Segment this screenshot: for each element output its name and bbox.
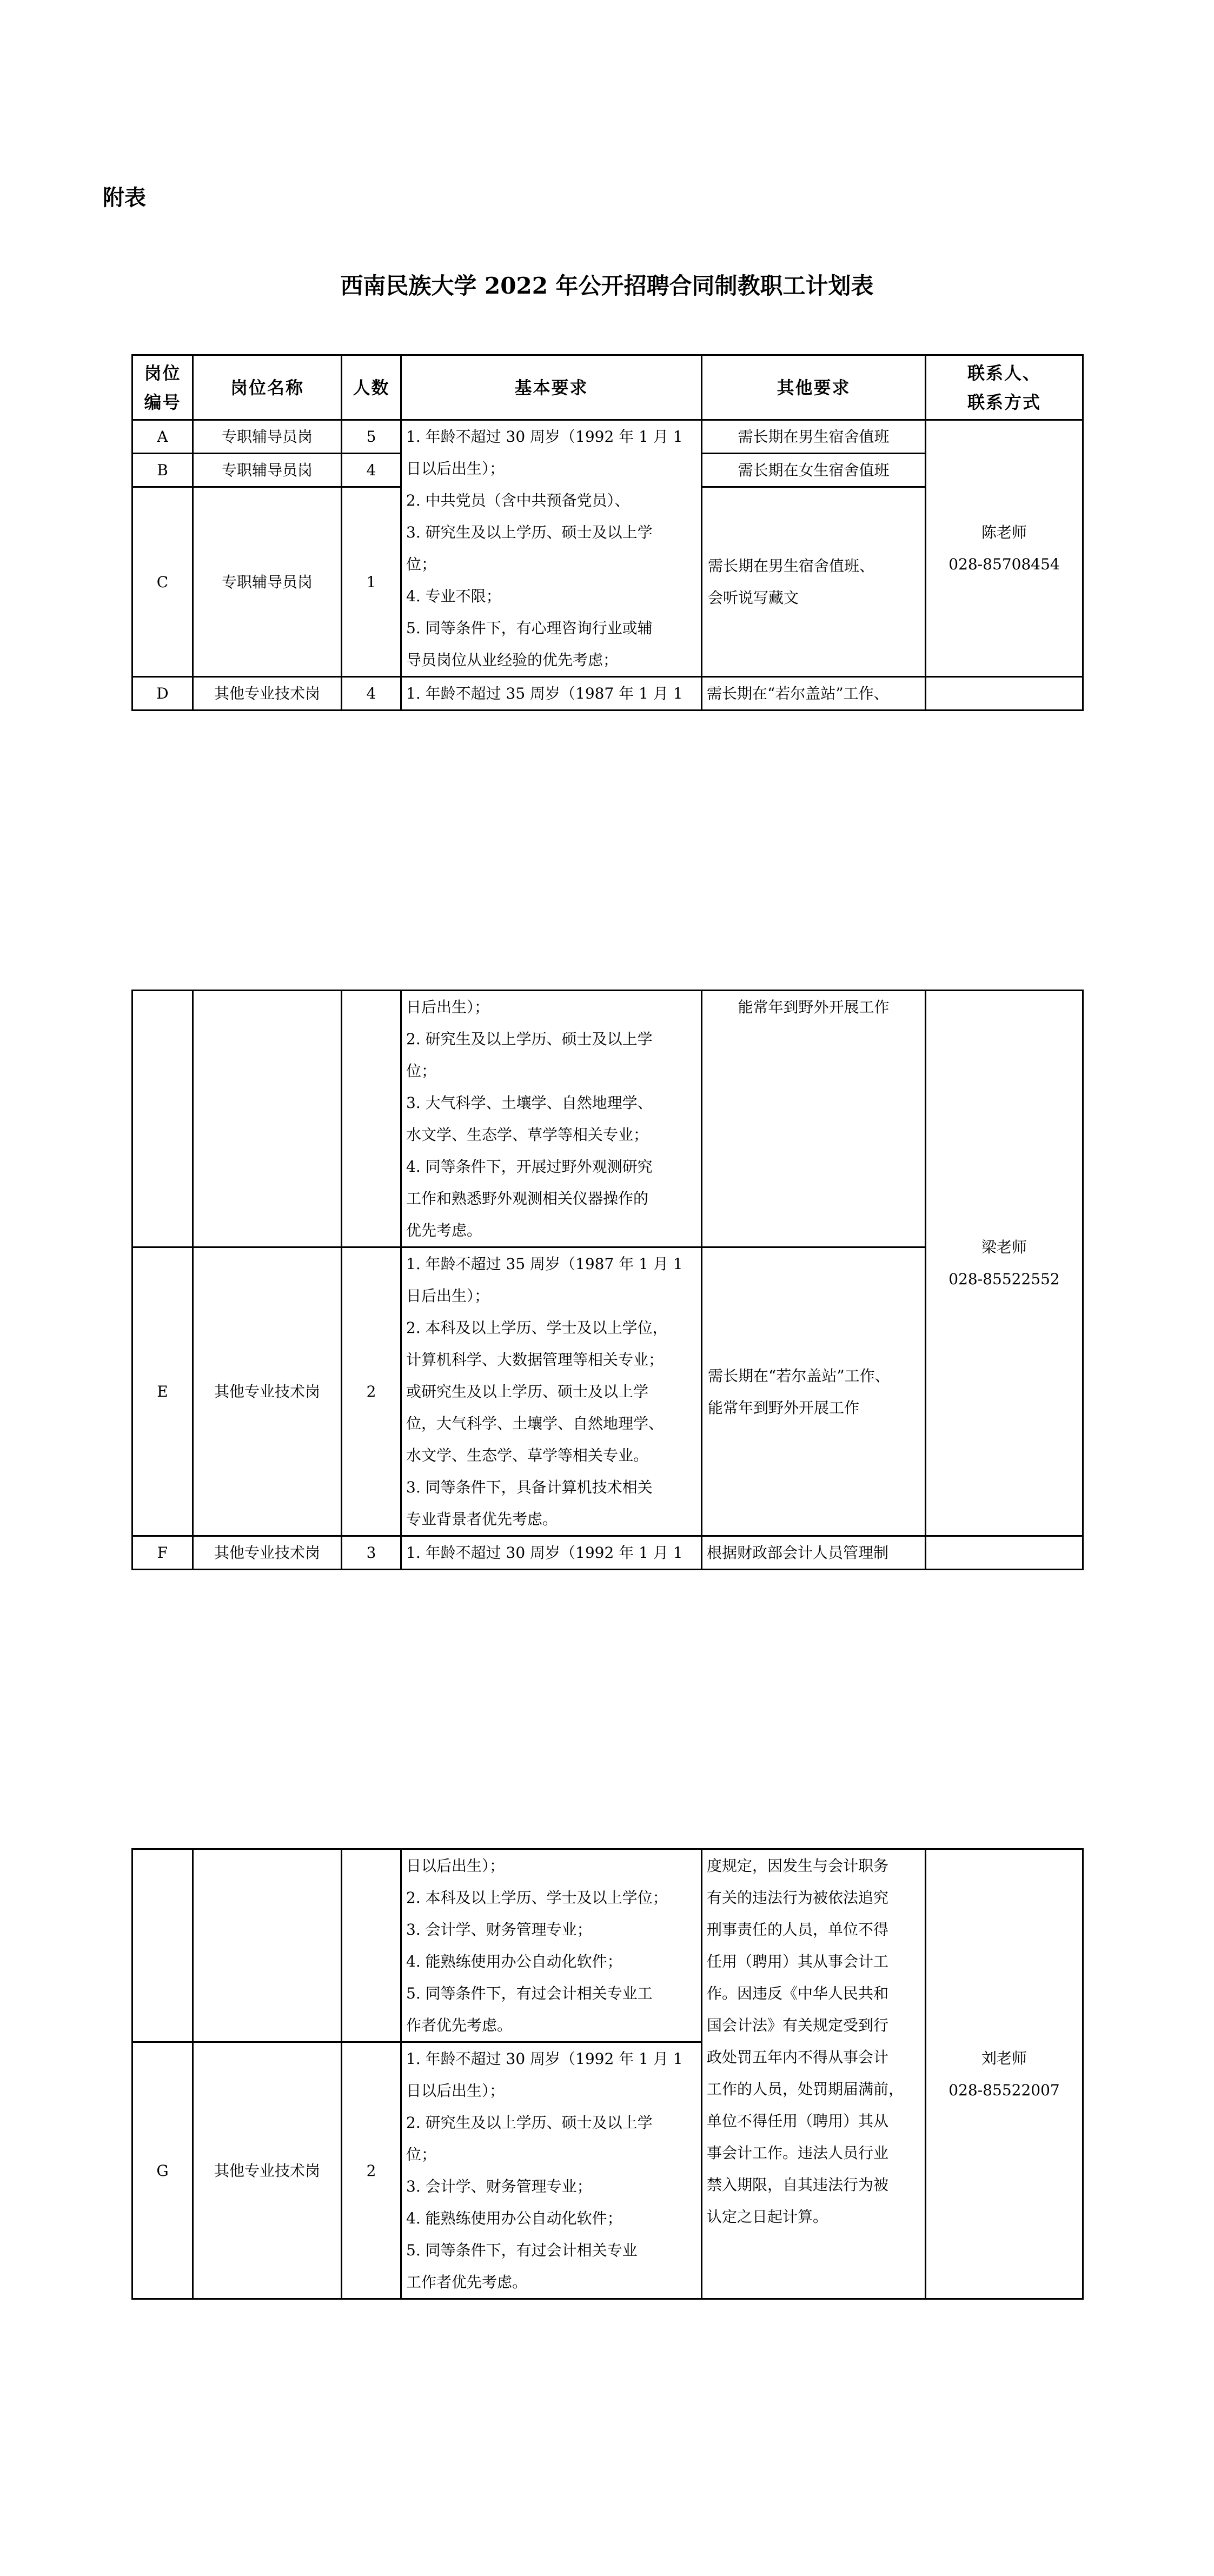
recruitment-table-page-1 — [131, 354, 1084, 711]
cell-other: 需长期在男生宿舍值班 — [702, 420, 926, 454]
cell-basic: 1. 年龄不超过 30 周岁（1992 年 1 月 1 日以后出生）； 2. 中共党员（含中共预备党员）、 3. 研究生及以上学历、硕士及以上学 位； 4. 专业不限； 5. 同等条件下，有心理咨询行业或辅 导员岗位从业经验的优先考虑； — [401, 420, 702, 677]
table-row — [132, 420, 1083, 454]
header-code: 岗位 编号 — [132, 355, 193, 420]
cell-other: 需长期在“若尔盖站”工作、 能常年到野外开展工作 — [702, 1247, 926, 1536]
cell-name — [193, 991, 342, 1247]
header-name: 岗位名称 — [193, 355, 342, 420]
cell-basic: 日后出生）； 2. 研究生及以上学历、硕士及以上学 位； 3. 大气科学、土壤学、自然地理学、 水文学、生态学、草学等相关专业； 4. 同等条件下，开展过野外观测研究 工作和熟悉野外观测相关仪器操作的 优先考虑。 — [401, 991, 702, 1247]
cell-other: 根据财政部会计人员管理制 — [702, 1536, 926, 1570]
cell-count: 2 — [342, 2042, 401, 2299]
cell-name: 其他专业技术岗 — [193, 677, 342, 711]
header-basic: 基本要求 — [401, 355, 702, 420]
cell-contact: 陈老师 028-85708454 — [926, 420, 1083, 677]
cell-code: E — [132, 1247, 193, 1536]
cell-count: 4 — [342, 677, 401, 711]
cell-count: 4 — [342, 454, 401, 487]
cell-code — [132, 991, 193, 1247]
cell-name: 其他专业技术岗 — [193, 1536, 342, 1570]
cell-code: C — [132, 487, 193, 677]
cell-basic: 1. 年龄不超过 30 周岁（1992 年 1 月 1 日以后出生）； 2. 研究生及以上学历、硕士及以上学 位； 3. 会计学、财务管理专业； 4. 能熟练使用办公自动化软件； 5. 同等条件下，有过会计相关专业 工作者优先考虑。 — [401, 2042, 702, 2299]
cell-contact — [926, 1536, 1083, 1570]
cell-contact: 梁老师 028-85522552 — [926, 991, 1083, 1536]
cell-name — [193, 1849, 342, 2042]
table-row — [132, 1536, 1083, 1570]
cell-name: 专职辅导员岗 — [193, 487, 342, 677]
cell-code: B — [132, 454, 193, 487]
cell-code: D — [132, 677, 193, 711]
cell-name: 专职辅导员岗 — [193, 420, 342, 454]
cell-count: 3 — [342, 1536, 401, 1570]
cell-code: A — [132, 420, 193, 454]
annex-label: 附表 — [103, 185, 146, 210]
cell-count: 1 — [342, 487, 401, 677]
cell-basic: 1. 年龄不超过 35 周岁（1987 年 1 月 1 日后出生）； 2. 本科及以上学历、学士及以上学位， 计算机科学、大数据管理等相关专业； 或研究生及以上学历、硕士及以上学 位，大气科学、土壤学、自然地理学、 水文学、生态学、草学等相关专业。 3. 同等条件下，具备计算机技术相关 专业背景者优先考虑。 — [401, 1247, 702, 1536]
cell-code: G — [132, 2042, 193, 2299]
cell-basic: 1. 年龄不超过 35 周岁（1987 年 1 月 1 — [401, 677, 702, 711]
document-title: 西南民族大学 2022 年公开招聘合同制教职工计划表 — [340, 273, 874, 299]
cell-count — [342, 1849, 401, 2042]
table-row — [132, 1849, 1083, 2042]
cell-other: 需长期在男生宿舍值班、 会听说写藏文 — [702, 487, 926, 677]
cell-basic: 1. 年龄不超过 30 周岁（1992 年 1 月 1 — [401, 1536, 702, 1570]
recruitment-table-page-3 — [131, 1848, 1084, 2300]
cell-other: 需长期在“若尔盖站”工作、 — [702, 677, 926, 711]
cell-other: 能常年到野外开展工作 — [702, 991, 926, 1247]
header-count: 人数 — [342, 355, 401, 420]
table-row — [132, 677, 1083, 711]
cell-count — [342, 991, 401, 1247]
cell-other: 度规定，因发生与会计职务 有关的违法行为被依法追究 刑事责任的人员，单位不得 任用（聘用）其从事会计工 作。因违反《中华人民共和 国会计法》有关规定受到行 政处罚五年内不得从事会计 工作的人员，处罚期届满前， 单位不得任用（聘用）其从 事会计工作。违法人员行业 禁入期限，自其违法行为被 认定之日起计算。 — [702, 1849, 926, 2299]
cell-contact: 刘老师 028-85522007 — [926, 1849, 1083, 2299]
cell-code: F — [132, 1536, 193, 1570]
cell-code — [132, 1849, 193, 2042]
header-contact: 联系人、 联系方式 — [926, 355, 1083, 420]
cell-other: 需长期在女生宿舍值班 — [702, 454, 926, 487]
recruitment-table-page-2 — [131, 990, 1084, 1570]
cell-name: 其他专业技术岗 — [193, 2042, 342, 2299]
cell-name: 其他专业技术岗 — [193, 1247, 342, 1536]
cell-name: 专职辅导员岗 — [193, 454, 342, 487]
cell-count: 2 — [342, 1247, 401, 1536]
table-header-row — [132, 355, 1083, 420]
table-row — [132, 991, 1083, 1247]
header-other: 其他要求 — [702, 355, 926, 420]
cell-count: 5 — [342, 420, 401, 454]
cell-contact — [926, 677, 1083, 711]
cell-basic: 日以后出生）； 2. 本科及以上学历、学士及以上学位； 3. 会计学、财务管理专业； 4. 能熟练使用办公自动化软件； 5. 同等条件下，有过会计相关专业工 作者优先考虑。 — [401, 1849, 702, 2042]
